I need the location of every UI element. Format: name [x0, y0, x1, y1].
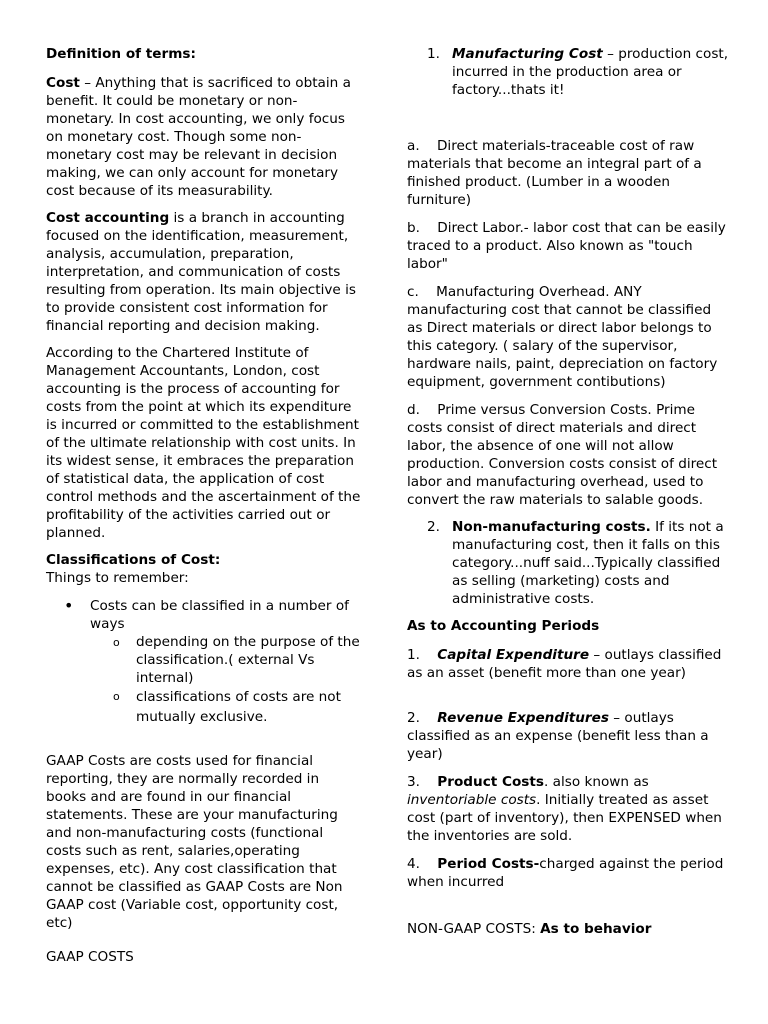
definition-heading: Definition of terms: [46, 46, 196, 62]
cost-paragraph [46, 74, 362, 200]
sub-bullet-circle-icon: o [113, 636, 120, 649]
cost-term: Cost [46, 75, 80, 91]
accounting-periods-heading: As to Accounting Periods [407, 618, 600, 634]
direct-labor-item: b. Direct Labor.- labor cost that can be easily traced to a product. Also known as "touch labor" [407, 220, 726, 272]
gaap-paragraph: GAAP Costs are costs used for financial reporting, they are normally recorded in books and are found in our financial statements. These are your manufacturing and non-manufacturing costs (functional costs such as rent, salaries,operating expenses, etc). Any cost classification that cannot be classified as GAAP Costs are Non GAAP cost (Variable cost, opportunity cost, etc) [46, 753, 343, 931]
item-number: 1. [427, 46, 440, 62]
item-number: 2. [427, 519, 440, 535]
bullet-dot-icon: • [64, 596, 74, 615]
manufacturing-cost-definition: – production cost, incurred in the production area or factory...thats it! [452, 46, 729, 98]
cima-paragraph: According to the Chartered Institute of Management Accountants, London, cost accounting is the process of accounting for costs from the point at which its expenditure is incurred or committed to the establishment of the ultimate relationship with cost units. In its widest sense, it embraces the preparation of statistical data, the application of cost control methods and the ascertainment of the profitability of the activities carried out or planned. [46, 345, 361, 541]
bullet-costs-classified: Costs can be classified in a number of ways [90, 598, 349, 632]
non-manufacturing-term: Non-manufacturing costs. [452, 519, 651, 535]
sub-bullet-circle-icon: o [113, 690, 120, 703]
things-to-remember: Things to remember: [46, 570, 189, 586]
product-costs-item: 3. Product Costs. also known as inventoriable costs. Initially treated as asset cost (part of inventory), then EXPENSED when the inventories are sold. [407, 774, 722, 844]
non-gaap-heading: NON-GAAP COSTS: As to behavior [407, 921, 652, 937]
cost-accounting-term: Cost accounting [46, 210, 170, 226]
prime-conversion-item: d. Prime versus Conversion Costs. Prime costs consist of direct materials and direct labor, the absence of one will not allow production. Conversion costs consist of direct labor and manufacturing overhead, used to convert the raw materials to salable goods. [407, 402, 718, 508]
non-manufacturing-definition: If its not a manufacturing cost, then it falls on this category...nuff said...Typically classified as selling (marketing) costs and administrative costs. [452, 519, 724, 607]
non-manufacturing-item [452, 518, 732, 608]
revenue-expenditure-item: 2. Revenue Expenditures – outlays classified as an expense (benefit less than a year) [407, 710, 709, 762]
period-costs-item: 4. Period Costs-charged against the period when incurred [407, 856, 724, 890]
sub-bullet-mutually-exclusive: classifications of costs are not mutually exclusive. [136, 689, 341, 725]
manufacturing-cost-item [452, 45, 732, 99]
manufacturing-overhead-item: c. Manufacturing Overhead. ANY manufacturing cost that cannot be classified as Direct materials or direct labor belongs to this category. ( salary of the supervisor, hardware nails, paint, depreciation on factory equipment, government contibutions) [407, 284, 718, 390]
classifications-heading: Classifications of Cost: [46, 552, 221, 568]
capital-expenditure-item: 1. Capital Expenditure – outlays classified as an asset (benefit more than one year) [407, 647, 722, 681]
manufacturing-cost-term: Manufacturing Cost [452, 46, 603, 62]
cost-definition: – Anything that is sacrificed to obtain a benefit. It could be monetary or non-monetary. In cost accounting, we only focus on monetary cost. Though some non-monetary cost may be relevant in decision making, we can only account for monetary cost because of its measurability. [46, 75, 351, 199]
direct-materials-item: a. Direct materials-traceable cost of raw materials that become an integral part of a finished product. (Lumber in a wooden furniture) [407, 138, 702, 208]
cost-accounting-paragraph [46, 209, 362, 335]
gaap-costs-label: GAAP COSTS [46, 949, 134, 965]
cost-accounting-definition: is a branch in accounting focused on the identification, measurement, analysis, accumulation, preparation, interpretation, and communication of costs resulting from operation. Its main objective is to provide consistent cost information for financial reporting and decision making. [46, 210, 356, 334]
sub-bullet-purpose: depending on the purpose of the classification.( external Vs internal) [136, 634, 360, 686]
